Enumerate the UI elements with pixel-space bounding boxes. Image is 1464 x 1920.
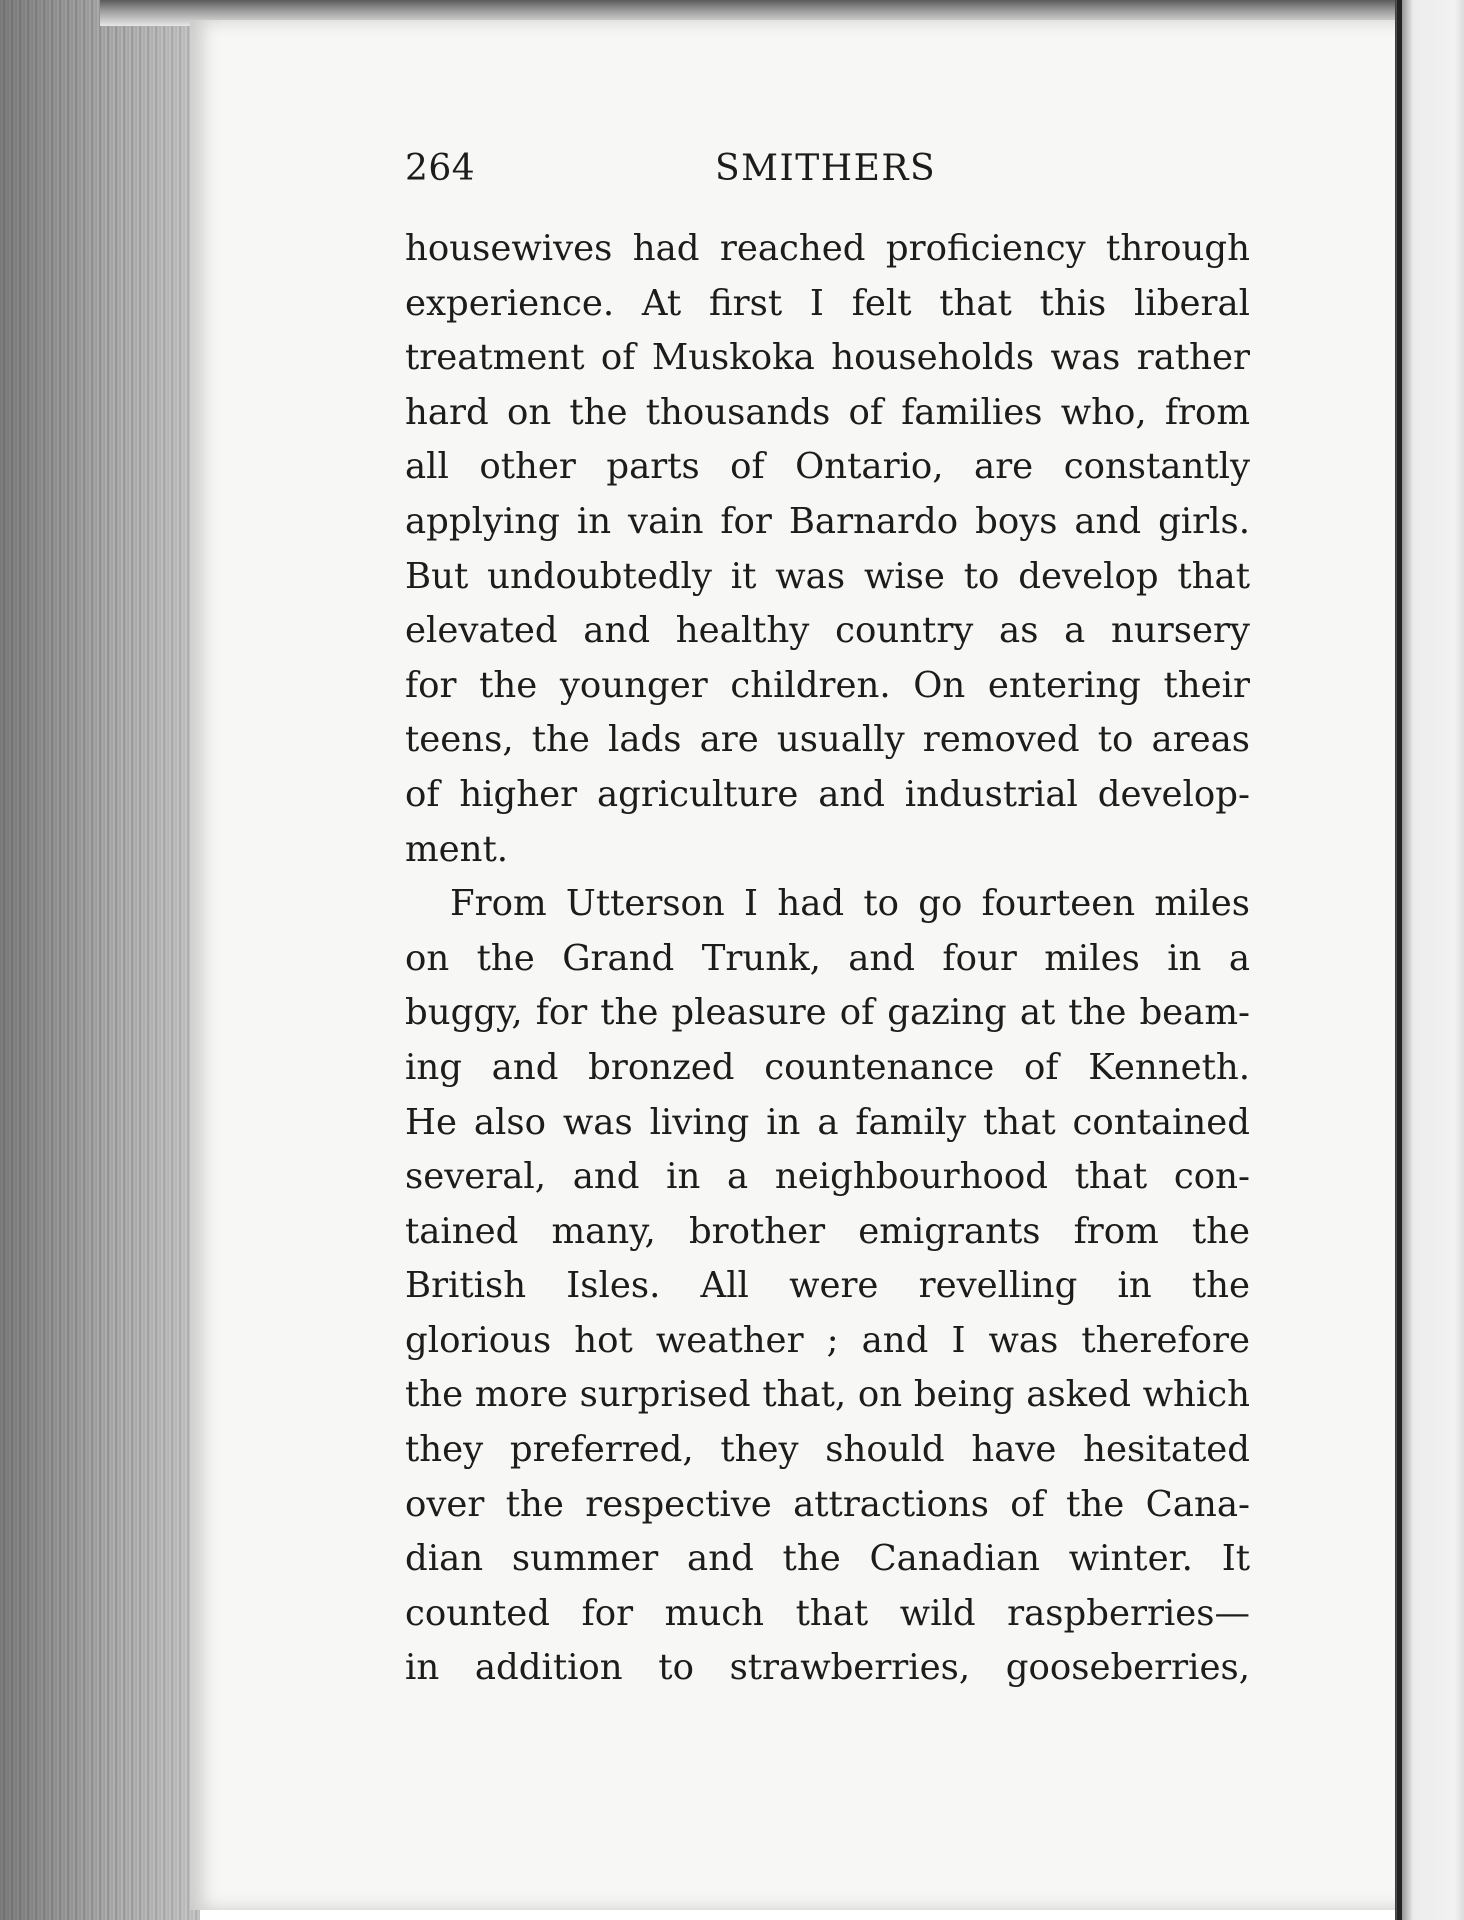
text-line: buggy, for the pleasure of gazing at the beam- <box>405 992 1250 1034</box>
text-line: several, and in a neighbourhood that con- <box>405 1156 1250 1198</box>
text-line: From Utterson I had to go fourteen miles <box>450 883 1250 925</box>
text-line: for the younger children. On entering their <box>405 664 1250 706</box>
facing-page-binding <box>1395 0 1464 1920</box>
text-line: over the respective attractions of the Cana- <box>405 1483 1250 1525</box>
text-line: on the Grand Trunk, and four miles in a <box>405 937 1250 979</box>
text-line: applying in vain for Barnardo boys and girls. <box>405 500 1250 542</box>
text-line: ment. <box>405 828 509 870</box>
text-line: housewives had reached proficiency through <box>405 228 1250 269</box>
text-line: British Isles. All were revelling in the <box>405 1265 1250 1307</box>
book-page-edges <box>0 0 200 1920</box>
text-line: ing and bronzed countenance of Kenneth. <box>405 1046 1250 1088</box>
text-line: treatment of Muskoka households was rather <box>405 337 1250 379</box>
text-line: dian summer and the Canadian winter. It <box>405 1538 1250 1580</box>
text-line: they preferred, they should have hesitated <box>405 1429 1250 1471</box>
text-line: glorious hot weather ; and I was therefore <box>405 1319 1250 1361</box>
text-line: of higher agriculture and industrial develop- <box>405 773 1250 815</box>
text-line: all other parts of Ontario, are constantly <box>405 446 1250 488</box>
text-line: teens, the lads are usually removed to areas <box>405 719 1250 761</box>
page-header <box>405 148 1255 208</box>
text-line: counted for much that wild raspberries— <box>405 1592 1250 1634</box>
text-line: experience. At first I felt that this liberal <box>405 282 1250 324</box>
text-line: tained many, brother emigrants from the <box>405 1210 1250 1252</box>
text-line: He also was living in a family that contained <box>405 1101 1250 1143</box>
body-text <box>405 222 1250 1696</box>
text-line: elevated and healthy country as a nursery <box>405 610 1250 652</box>
binding-rule <box>1397 0 1402 1920</box>
text-line: the more surprised that, on being asked which <box>405 1374 1250 1416</box>
paragraph <box>405 877 1250 1696</box>
text-line: in addition to strawberries, gooseberries, <box>405 1647 1250 1689</box>
text-line: But undoubtedly it was wise to develop that <box>405 555 1250 597</box>
text-line: hard on the thousands of families who, from <box>405 391 1250 433</box>
page-number: 264 <box>405 148 476 189</box>
paragraph <box>405 222 1250 877</box>
running-head: SMITHERS <box>715 148 937 189</box>
